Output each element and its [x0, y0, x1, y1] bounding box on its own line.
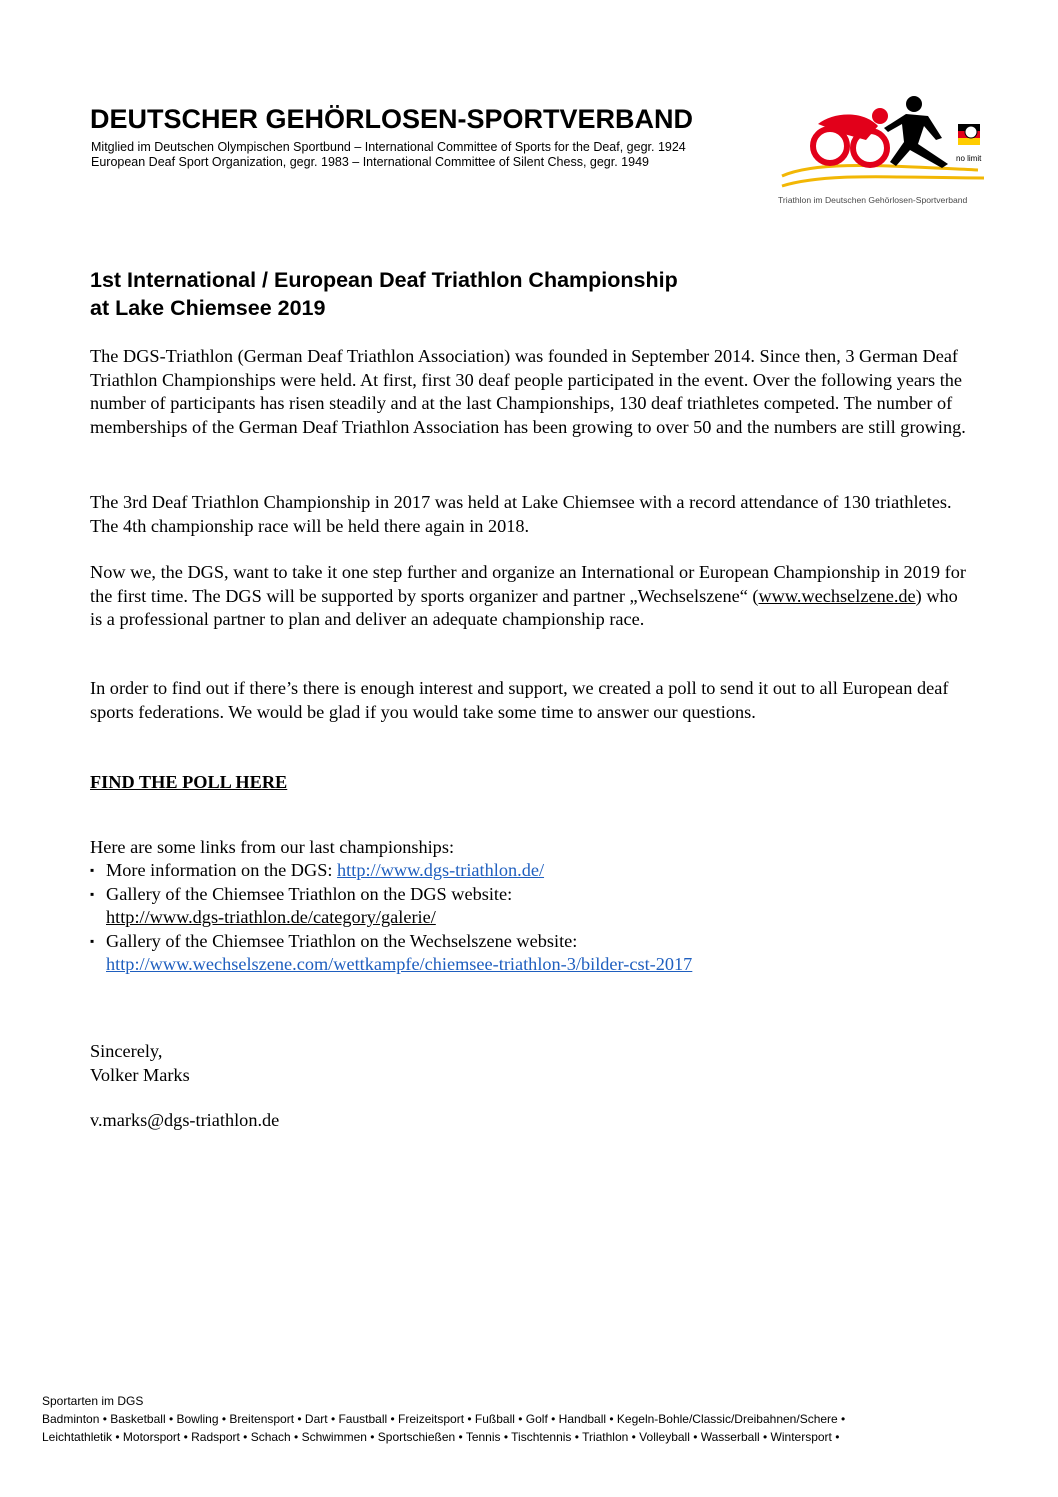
logo-caption: Triathlon im Deutschen Gehörlosen-Sportverband — [778, 195, 968, 205]
wechselszene-link[interactable]: www.wechselzene.de — [758, 585, 916, 606]
paragraph-poll: In order to find out if there’s there is enough interest and support, we created a poll to send it out to all European deaf sports federations. We would be glad if you would take some time to answer our questions. — [90, 678, 949, 722]
list-item — [90, 859, 990, 883]
paragraph-text: Now we, the DGS, want to take it one step further and organize an International or European Championship in 2019 for the first time. The DGS will be supported by sports organizer and partner „Wechselszene“ ( — [90, 562, 966, 606]
wechselszene-gallery-link[interactable]: http://www.wechselszene.com/wettkampfe/chiemsee-triathlon-3/bilder-cst-2017 — [106, 954, 693, 975]
organization-membership-line-2: European Deaf Sport Organization, gegr. 1983 – International Committee of Silent Chess, gegr. 1949 — [91, 155, 649, 169]
links-list — [90, 859, 990, 977]
closing: Sincerely, — [90, 1041, 163, 1061]
list-item — [90, 883, 990, 907]
list-item — [90, 930, 990, 954]
bullet-icon: ▪ — [90, 886, 95, 901]
paragraph-text: ) who is a professional partner to plan and deliver an adequate championship race. — [90, 585, 958, 630]
link-label: More information on the DGS: — [106, 860, 338, 880]
signature-block — [90, 1040, 970, 1087]
bullet-icon: ▪ — [90, 863, 95, 877]
link-label: Gallery of the Chiemsee Triathlon on the DGS website: — [106, 883, 513, 904]
footer-sports-line-2: Leichtathletik • Motorsport • Radsport • Schach • Schwimmen • Sportschießen • Tennis • Tischtennis • Triathlon • Volleyball • Wasserball • Wintersport • — [42, 1430, 840, 1444]
organization-membership-line-1: Mitglied im Deutschen Olympischen Sportbund – International Committee of Sports for the Deaf, gegr. 1924 — [91, 140, 686, 154]
paragraph-chiemsee-2017: The 3rd Deaf Triathlon Championship in 2017 was held at Lake Chiemsee with a record attendance of 130 triathletes. The 4th championship race will be held there again in 2018. — [90, 492, 952, 536]
footer-label: Sportarten im DGS — [42, 1394, 144, 1408]
signer-name: Volker Marks — [90, 1064, 190, 1085]
organization-name: DEUTSCHER GEHÖRLOSEN-SPORTVERBAND — [90, 104, 694, 134]
paragraph-founding: The DGS-Triathlon (German Deaf Triathlon Association) was founded in September 2014. Since then, 3 German Deaf Triathlon Championships were held. At first, first 30 deaf people participated in the event. Over the following years the number of participants has risen steadily and at the last Championships, 130 deaf triathletes competed. The number of memberships of the German Deaf Triathlon Association has been growing to over 50 and the numbers are still growing. — [90, 346, 966, 437]
title-line-2: at Lake Chiemsee 2019 — [90, 296, 326, 320]
link-label: Gallery of the Chiemsee Triathlon on the Wechselszene website: — [106, 930, 578, 951]
list-item-continuation — [90, 906, 990, 930]
footer-sports-line-1: Badminton • Basketball • Bowling • Breitensport • Dart • Faustball • Freizeitsport • Fußball • Golf • Handball • Kegeln-Bohle/Classic/Dreibahnen/Schere • — [42, 1412, 846, 1426]
document-title — [90, 266, 678, 322]
dgs-gallery-link[interactable]: http://www.dgs-triathlon.de/category/galerie/ — [106, 907, 436, 928]
paragraph-championship-2019 — [90, 561, 970, 632]
logo-tagline: no limit — [956, 154, 982, 163]
bullet-icon: ▪ — [90, 933, 95, 948]
find-poll-link[interactable]: FIND THE POLL HERE — [90, 772, 288, 792]
title-line-1: 1st International / European Deaf Triathlon Championship — [90, 268, 678, 292]
list-item-continuation — [90, 953, 990, 977]
dgs-website-link[interactable]: http://www.dgs-triathlon.de/ — [337, 860, 545, 880]
links-intro: Here are some links from our last championships: — [90, 837, 455, 857]
signer-email[interactable]: v.marks@dgs-triathlon.de — [90, 1110, 280, 1130]
